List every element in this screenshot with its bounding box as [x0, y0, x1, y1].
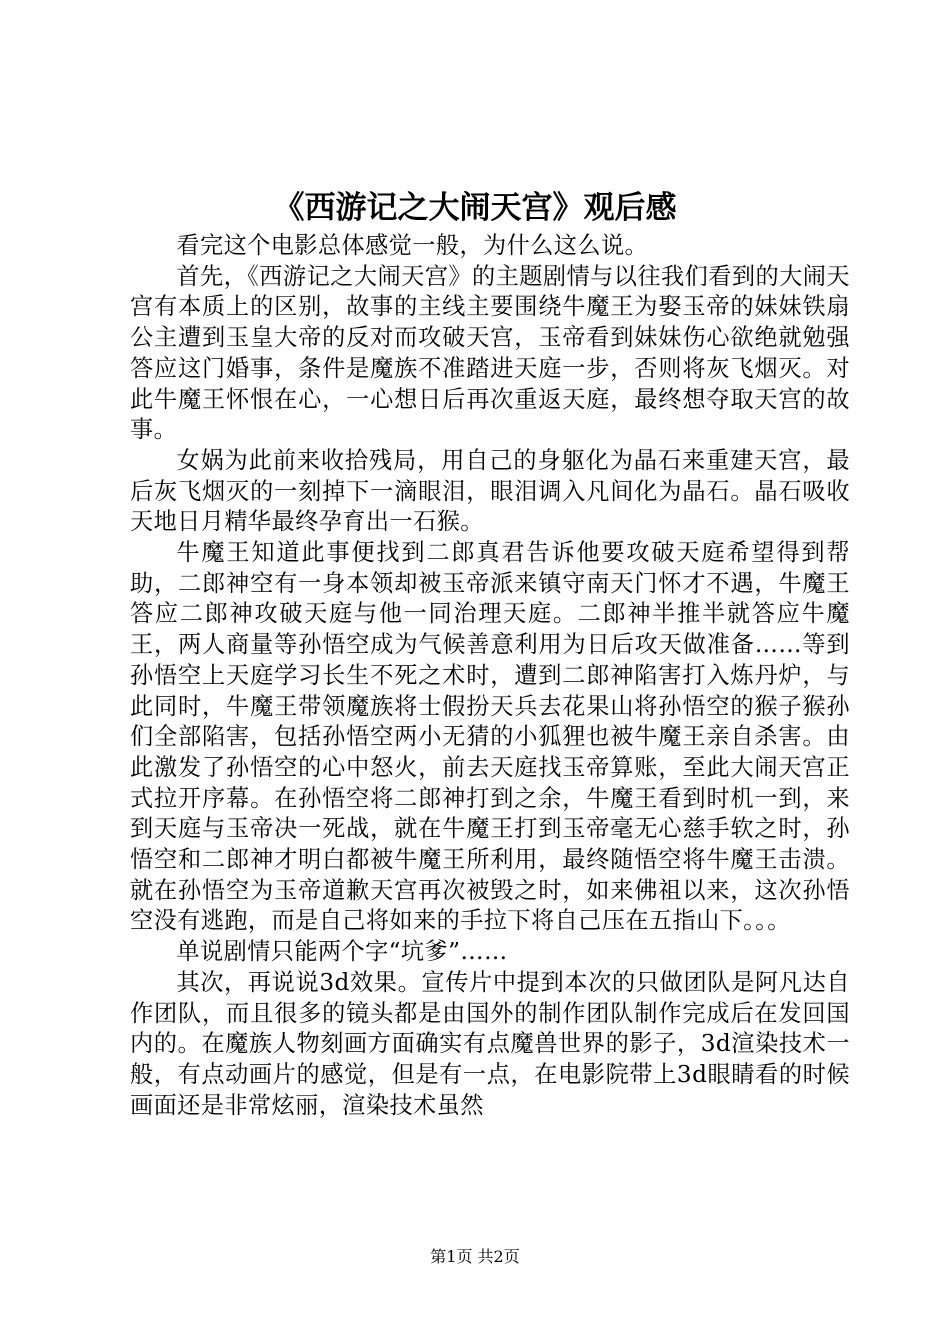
paragraph: 看完这个电影总体感觉一般，为什么这么说。 [176, 232, 649, 259]
paragraph: 首先，《西游记之大闹天宫》的主题剧情与以往我们看到的大闹天宫有本质上的区别，故事的主线主要围绕牛魔王为娶玉帝的妹妹铁扇公主遭到玉皇大帝的反对而攻破天宫，玉帝看到妹妹伤心欲绝就勉强答应这门婚事，条件是魔族不准踏进天庭一步，否则将灰飞烟灭。对此牛魔王怀恨在心，一心想日后再次重返天庭，最终想夺取天宫的故事。 [130, 262, 850, 444]
page-number-footer: 第1页 共2页 [430, 1247, 520, 1266]
paragraph: 其次，再说说3d效果。宣传片中提到本次的只做团队是阿凡达自作团队，而且很多的镜头都是由国外的制作团队制作完成后在发回国内的。在魔族人物刻画方面确实有点魔兽世界的影子，3d渲染技术一般，有点动画片的感觉，但是有一点，在电影院带上3d眼睛看的时候画面还是非常炫丽，渲染技术虽然 [130, 968, 850, 1119]
paragraph: 牛魔王知道此事便找到二郎真君告诉他要攻破天庭希望得到帮助，二郎神空有一身本领却被玉帝派来镇守南天门怀才不遇，牛魔王答应二郎神攻破天庭与他一同治理天庭。二郎神半推半就答应牛魔王，两人商量等孙悟空成为气候善意利用为日后攻天做准备……等到孙悟空上天庭学习长生不死之术时，遭到二郎神陷害打入炼丹炉，与此同时，牛魔王带领魔族将士假扮天兵去花果山将孙悟空的猴子猴孙们全部陷害，包括孙悟空两小无猜的小狐狸也被牛魔王亲自杀害。由此激发了孙悟空的心中怒火，前去天庭找玉帝算账，至此大闹天宫正式拉开序幕。在孙悟空将二郎神打到之余，牛魔王看到时机一到，来到天庭与玉帝决一死战，就在牛魔王打到玉帝毫无心慈手软之时，孙悟空和二郎神才明白都被牛魔王所利用，最终随悟空将牛魔王击溃。就在孙悟空为玉帝道歉天宫再次被毁之时，如来佛祖以来，这次孙悟空没有逃跑，而是自己将如来的手拉下将自己压在五指山下。。。 [130, 539, 850, 935]
paragraph: 单说剧情只能两个字“坑爹”…… [176, 938, 508, 966]
document-body [130, 231, 850, 1121]
document-title: 《西游记之大闹天宫》观后感 [273, 190, 677, 226]
paragraph: 女娲为此前来收拾残局，用自己的身躯化为晶石来重建天宫，最后灰飞烟灭的一刻掉下一滴眼泪，眼泪调入凡间化为晶石。晶石吸收天地日月精华最终孕育出一石猴。 [130, 446, 850, 536]
